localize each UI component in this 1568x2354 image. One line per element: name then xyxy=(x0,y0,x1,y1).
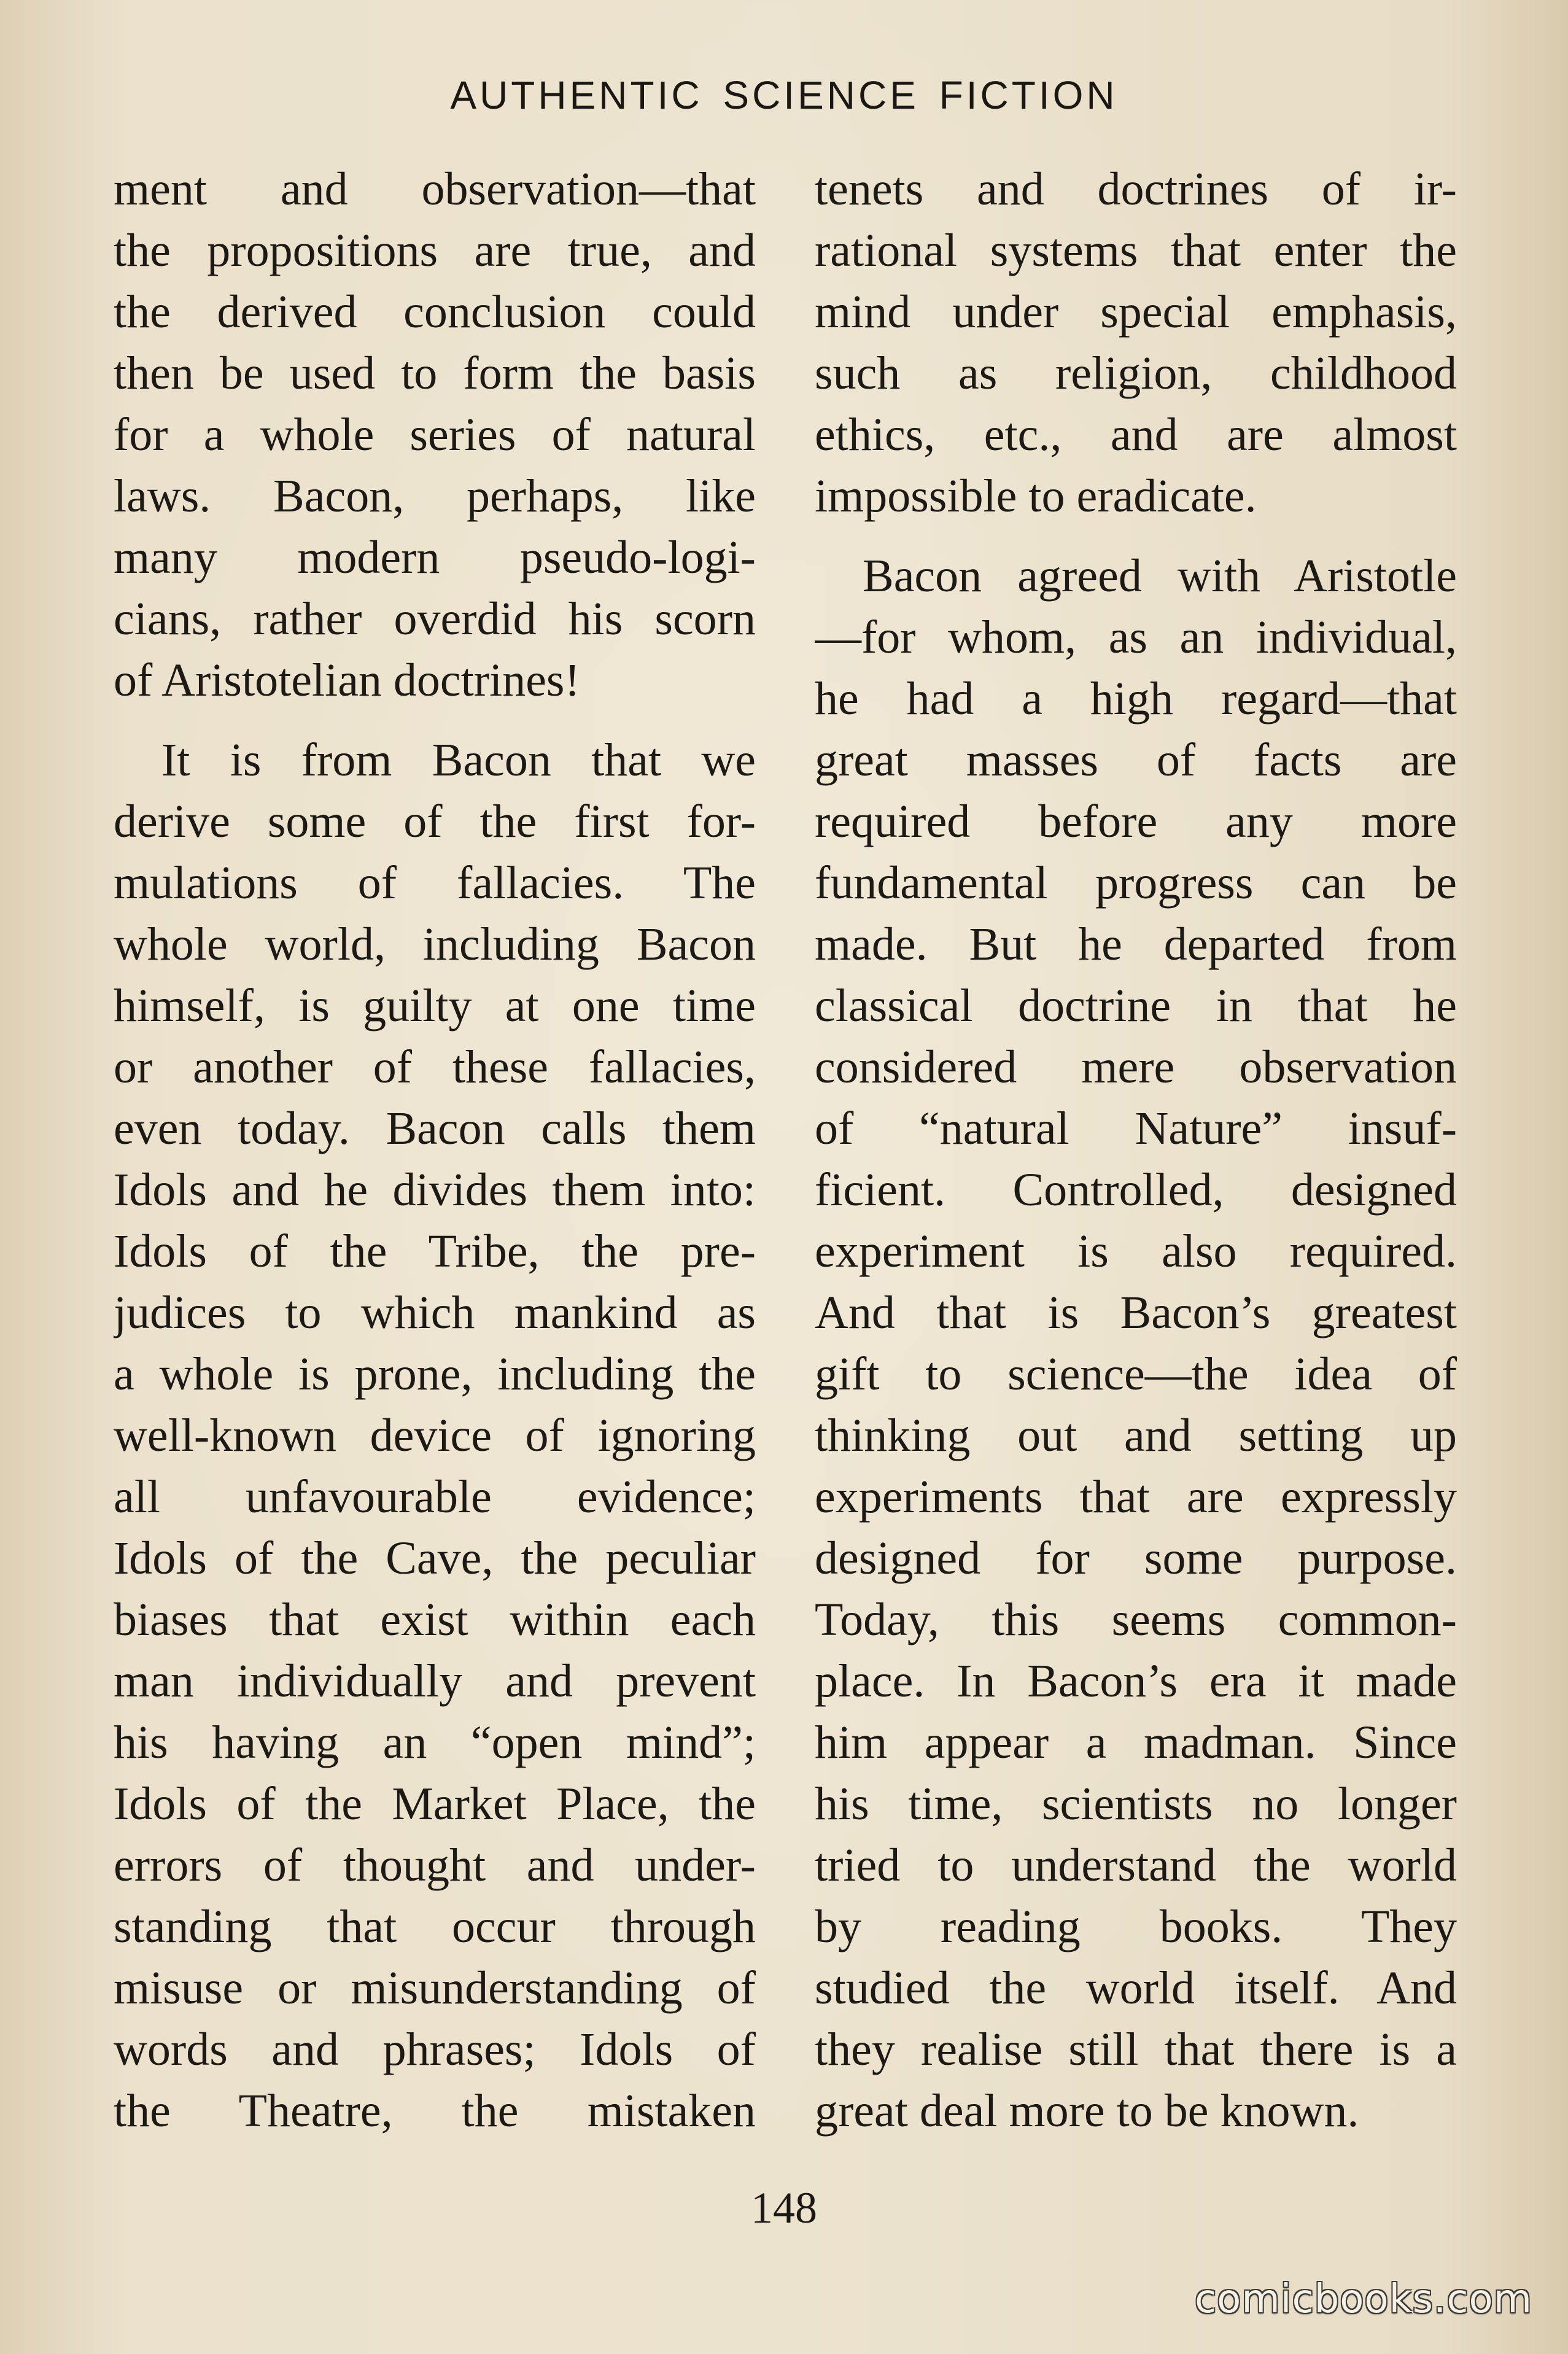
text-line: designed for some purpose. xyxy=(815,1532,1457,1584)
text-line: such as religion, childhood xyxy=(815,348,1457,399)
watermark: comicbooks.com xyxy=(1194,2277,1532,2322)
text-line: Idols and he divides them into: xyxy=(114,1164,756,1216)
text-line: judices to which mankind as xyxy=(114,1287,756,1338)
text-line: laws. Bacon, perhaps, like xyxy=(114,470,756,522)
text-line: he had a high regard—that xyxy=(815,673,1457,724)
text-line: And that is Bacon’s greatest xyxy=(815,1287,1457,1338)
text-line: of Aristotelian doctrines! xyxy=(114,655,580,706)
text-line: derive some of the first for- xyxy=(114,796,756,847)
text-line: It is from Bacon that we xyxy=(161,734,756,786)
text-line: by reading books. They xyxy=(815,1901,1457,1952)
text-line: gift to science—the idea of xyxy=(815,1348,1457,1400)
text-line: his having an “open mind”; xyxy=(114,1717,756,1768)
running-head: AUTHENTIC SCIENCE FICTION xyxy=(450,73,1118,117)
text-line: his time, scientists no longer xyxy=(815,1778,1457,1830)
text-line: the Theatre, the mistaken xyxy=(114,2085,756,2137)
text-line: mulations of fallacies. The xyxy=(114,857,756,909)
text-line: ethics, etc., and are almost xyxy=(815,409,1457,460)
paragraph xyxy=(815,545,1457,2142)
left-column xyxy=(114,158,756,2142)
text-line: experiment is also required. xyxy=(815,1226,1457,1277)
text-line: great deal more to be known. xyxy=(815,2085,1359,2137)
page-number: 148 xyxy=(751,2183,817,2232)
text-line: great masses of facts are xyxy=(815,734,1457,786)
paragraph xyxy=(815,158,1457,527)
text-line: Idols of the Market Place, the xyxy=(114,1778,756,1830)
right-column xyxy=(815,158,1457,2142)
text-line: Bacon agreed with Aristotle xyxy=(863,550,1457,602)
text-line: himself, is guilty at one time xyxy=(114,980,756,1031)
text-line: him appear a madman. Since xyxy=(815,1717,1457,1768)
text-line: made. But he departed from xyxy=(815,919,1457,970)
text-line: well-known device of ignoring xyxy=(114,1410,756,1461)
text-line: ment and observation—that xyxy=(114,163,756,215)
text-line: or another of these fallacies, xyxy=(114,1041,756,1093)
text-line: man individually and prevent xyxy=(114,1655,756,1707)
text-line: even today. Bacon calls them xyxy=(114,1103,756,1154)
text-line: for a whole series of natural xyxy=(114,409,756,460)
text-line: ficient. Controlled, designed xyxy=(815,1164,1457,1216)
text-line: errors of thought and under- xyxy=(114,1839,756,1891)
text-line: biases that exist within each xyxy=(114,1594,756,1645)
text-line: whole world, including Bacon xyxy=(114,919,756,970)
text-line: considered mere observation xyxy=(815,1041,1457,1093)
text-line: mind under special emphasis, xyxy=(815,286,1457,338)
text-line: classical doctrine in that he xyxy=(815,980,1457,1031)
text-line: tenets and doctrines of ir- xyxy=(815,163,1457,215)
paragraph xyxy=(114,158,756,711)
text-line: then be used to form the basis xyxy=(114,348,756,399)
text-line: of “natural Nature” insuf- xyxy=(815,1103,1457,1154)
text-line: the derived conclusion could xyxy=(114,286,756,338)
text-line: many modern pseudo-logi- xyxy=(114,532,756,583)
text-line: Idols of the Tribe, the pre- xyxy=(114,1226,756,1277)
text-line: experiments that are expressly xyxy=(815,1471,1457,1523)
text-line: cians, rather overdid his scorn xyxy=(114,593,756,645)
text-line: impossible to eradicate. xyxy=(815,470,1257,522)
text-line: studied the world itself. And xyxy=(815,1962,1457,2014)
text-line: misuse or misunderstanding of xyxy=(114,1962,756,2014)
text-line: required before any more xyxy=(815,796,1457,847)
text-line: words and phrases; Idols of xyxy=(114,2024,756,2075)
paragraph xyxy=(114,729,756,2142)
text-line: thinking out and setting up xyxy=(815,1410,1457,1461)
text-line: Today, this seems common- xyxy=(815,1594,1457,1645)
text-line: —for whom, as an individual, xyxy=(815,612,1457,663)
text-line: Idols of the Cave, the peculiar xyxy=(114,1532,756,1584)
text-line: fundamental progress can be xyxy=(815,857,1457,909)
text-line: a whole is prone, including the xyxy=(114,1348,756,1400)
text-line: they realise still that there is a xyxy=(815,2024,1457,2075)
text-line: rational systems that enter the xyxy=(815,225,1457,276)
paragraph-gap xyxy=(815,527,1457,545)
text-line: standing that occur through xyxy=(114,1901,756,1952)
paragraph-gap xyxy=(114,711,756,729)
text-line: tried to understand the world xyxy=(815,1839,1457,1891)
text-line: the propositions are true, and xyxy=(114,225,756,276)
text-line: all unfavourable evidence; xyxy=(114,1471,756,1523)
text-line: place. In Bacon’s era it made xyxy=(815,1655,1457,1707)
